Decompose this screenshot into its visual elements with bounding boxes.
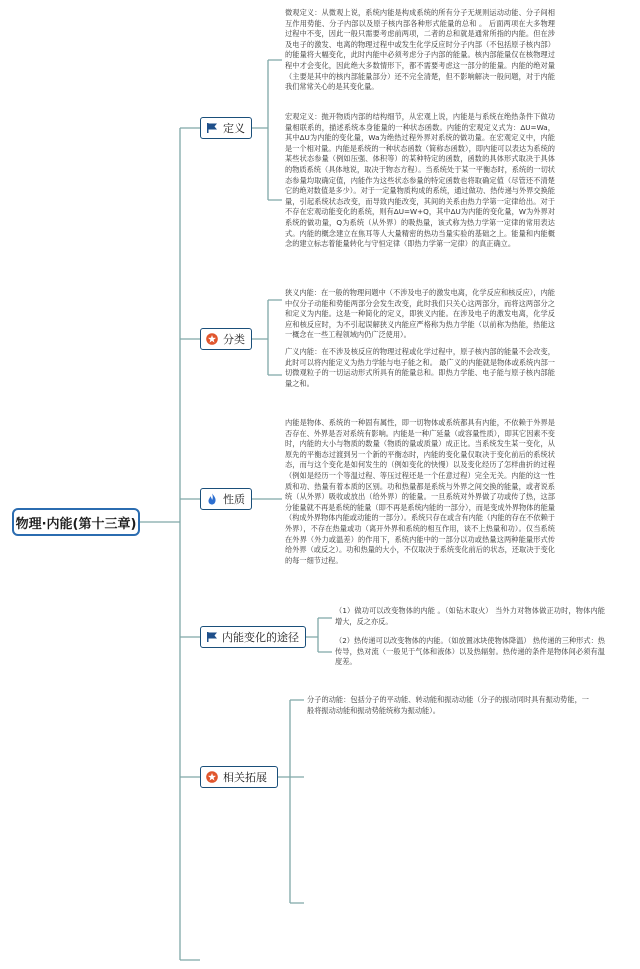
flag-icon	[205, 630, 218, 644]
note-broad-internal-energy: 广义内能：在不涉及核反应的物理过程或化学过程中，原子核内部的能量不会改变，此时可以将内能定义为热力学能与电子能之和。 最广义的内能就是物体或系统内部一切微观粒子的一切运动形式所具有的能量总和。即热力学能、电子能与原子核内部能量之和。	[285, 347, 555, 388]
note-narrow-internal-energy: 狭义内能：在一般的物理问题中（不涉及电子的激发电离，化学反应和核反应），内能中仅分子动能和势能两部分会发生改变，此时我们只关心这两部分，而将这两部分之和定义为内能。这是一种简化的定义，即狭义内能。在涉及电子的激发电离，化学反应和核反应时，为不引起误解狭义内能应严格称为热力学能（以前称为热能，热能这一概念在一些工程领域内仍广泛使用）。	[285, 288, 555, 340]
flag-icon	[205, 121, 219, 135]
root-node[interactable]	[12, 508, 140, 536]
note-micro-definition: 微观定义：从微观上说，系统内能是构成系统的所有分子无规则运动动能、分子间相互作用势能、分子内部以及原子核内部各种形式能量的总和 。 后面两项在大多物理过程中不变，因此一般只需要考虑前两项，二者的总和就是通常所指的内能。但在涉及电子的激发、电离的物理过程中或发生化学反应时分子内部（不包括原子核内部）的能量将大幅变化，此时内能中必须考虑分子内部的能量。核内部能量仅在核物理过程中才会变化，因此绝大多数情形下，都不需要考虑这一部分的能量。内能的绝对量（主要是其中的核内部能量部分）还不完全清楚，但不影响解决一般问题，对于内能我们常常关心的是其变化量。	[285, 8, 555, 92]
note-macro-definition: 宏观定义：抛开物质内部的结构细节，从宏观上说，内能是与系统在绝热条件下做功量相联系的，描述系统本身能量的一种状态函数。内能的宏观定义式为：ΔU=Wa，其中ΔU为内能的变化量，Wa为绝热过程外界对系统的做功量。在宏观定义中，内能是一个相对量。内能是系统的一种状态函数（简称态函数），即内能可以表达为系统的某些状态参量（例如压强、体积等）的某种特定的函数，函数的具体形式取决于具体的物质系统（具体地说，取决于物态方程）。当系统处于某一平衡态时，系统的一切状态参量均取确定值，内能作为这些状态参量的特定函数也将取确定值（尽管还不清楚它的绝对数值是多少）。对于一定量物质构成的系统，通过做功、热传递与外界交换能量，引起系统状态改变，而导致内能改变，其间的关系由热力学第一定律给出。对于不存在宏观动能变化的系统，则有ΔU=W+Q，其中ΔU为内能的变化量，W为外界对系统的做功量，Q为系统（从外界）的吸热量，该式称为热力学第一定律的常用表达式。内能的概念建立在焦耳等人大量精密的热功当量实验的基础之上。能量和内能概念的建立标志着能量转化与守恒定律（即热力学第一定律）的真正确立。	[285, 112, 555, 249]
root-title: 物理·内能(第十三章)	[15, 516, 137, 532]
fire-icon	[205, 492, 219, 506]
branch-ways-of-change[interactable]	[200, 626, 306, 648]
note-properties: 内能是物体、系统的一种固有属性，即一切物体或系统都具有内能，不依赖于外界是否存在、外界是否对系统有影响。内能是一种广延量（或容量性质），即其它因素不变时，内能的大小与物质的数量（物质的量或质量）成正比。当系统发生某一变化，从原先的平衡态过渡到另一个新的平衡态时，内能的变化量仅取决于变化前后的系统状态，而与这个变化是如何发生的（例如变化的快慢）以及变化经历了怎样曲折的过程（例如是经历一个等温过程、等压过程还是一个任意过程）完全无关。内能的这一性质和功、热量有着本质的区别。功和热量都是系统与外界之间交换的能量，或者说系统（从外界）吸收或放出（给外界）的能量。一旦系统对外界做了功或传了热，这部分能量就不再是系统的能量（即不再是系统内能的一部分），而是变成外界物体的能量（构成外界物体内能或动能的一部分）。系统只存在或含有内能（内能的存在不依赖于外界），不存在热量或功（离开外界和系统的相互作用，谈不上热量和功）。仅当系统在外界（外力或温差）的作用下，系统内能中的一部分以功或热量这两种能量形式传给外界（或反之）。功和热量的大小，不仅取决于系统变化前后的状态，还取决于变化的每一细节过程。	[285, 418, 555, 565]
branch-label: 相关拓展	[223, 771, 267, 784]
branch-classification[interactable]	[200, 328, 252, 350]
branch-extension[interactable]	[200, 766, 278, 788]
branch-definition[interactable]	[200, 117, 252, 139]
star-icon	[205, 770, 219, 784]
branch-label: 性质	[223, 493, 245, 506]
note-molecular-kinetic-energy: 分子的动能：包括分子的平动能、转动能和振动动能（分子的振动同时具有振动势能，一般将振动动能和振动势能统称为振动能）。	[307, 695, 589, 715]
note-heat-transfer: （2）热传递可以改变物体的内能。（如放置冰块使物体降温） 热传递的三种形式：热传导，热对流（一般见于气体和液体）以及热辐射。热传递的条件是物体间必须有温度差。	[335, 636, 605, 667]
branch-label: 内能变化的途径	[222, 631, 299, 644]
branch-label: 定义	[223, 122, 245, 135]
branch-label: 分类	[223, 333, 245, 346]
note-doing-work: （1）做功可以改变物体的内能 。（如钻木取火） 当外力对物体做正功时，物体内能增大，反之亦反。	[335, 606, 605, 626]
branch-properties[interactable]	[200, 488, 252, 510]
star-icon	[205, 332, 219, 346]
